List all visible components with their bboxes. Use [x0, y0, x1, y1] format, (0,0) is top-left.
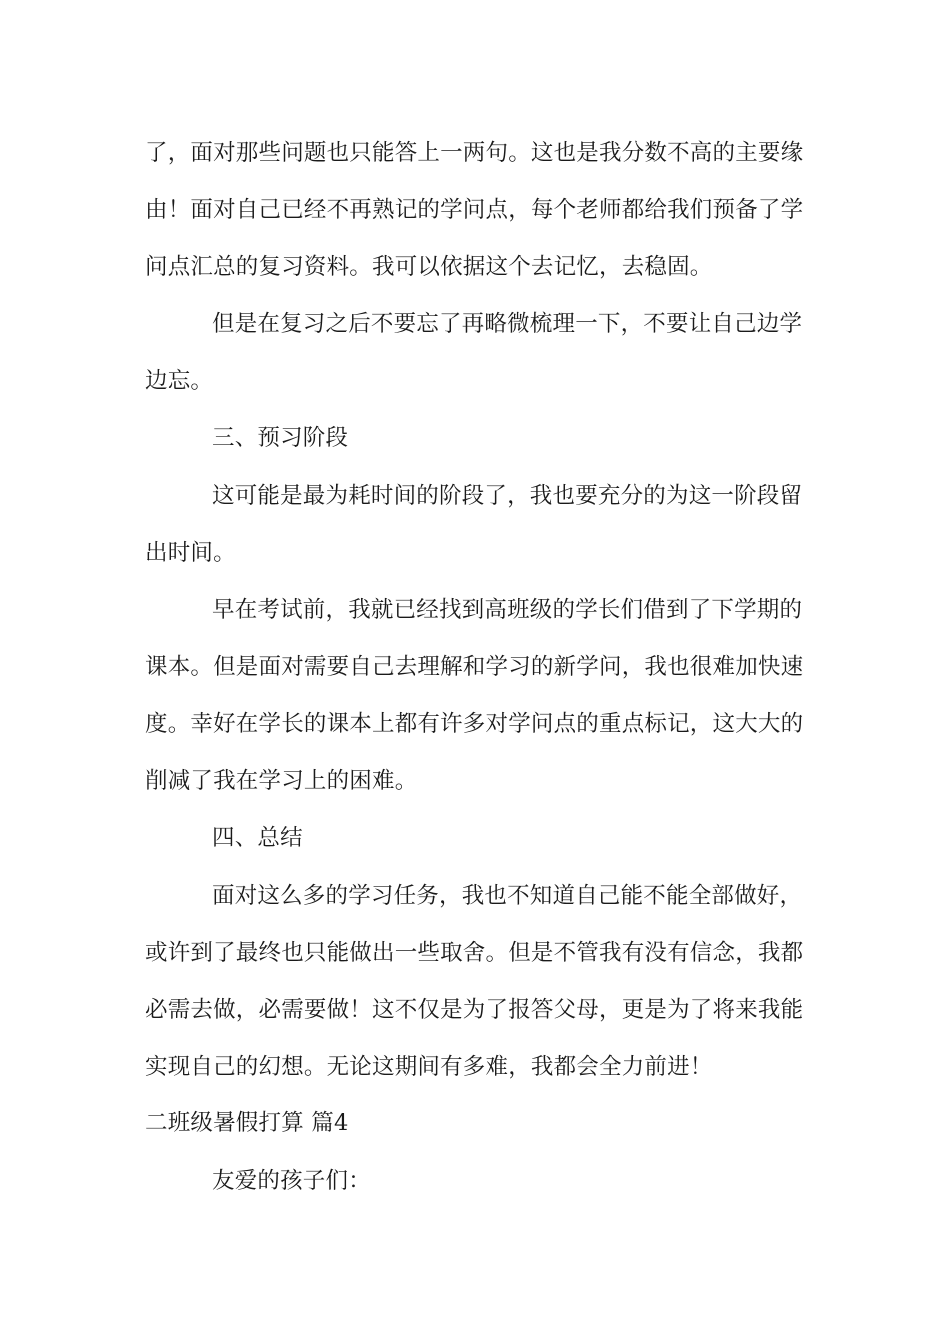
text-line: 早在考试前，我就已经找到高班级的学长们借到了下学期的 — [212, 597, 803, 623]
text-line: 度。幸好在学长的课本上都有许多对学问点的重点标记，这大大的 — [145, 711, 804, 737]
text-line: 这可能是最为耗时间的阶段了，我也要充分的为这一阶段留 — [212, 483, 803, 509]
article-title: 二班级暑假打算 篇4 — [145, 1110, 349, 1136]
text-line: 削减了我在学习上的困难。 — [145, 768, 418, 794]
text-line: 面对这么多的学习任务，我也不知道自己能不能全部做好， — [212, 883, 803, 909]
text-line: 出时间。 — [145, 540, 236, 566]
section-heading: 四、总结 — [212, 825, 303, 851]
section-heading: 三、预习阶段 — [212, 425, 349, 451]
text-line: 由！面对自己已经不再熟记的学问点，每个老师都给我们预备了学 — [145, 197, 804, 223]
text-line: 实现自己的幻想。无论这期间有多难，我都会全力前进！ — [145, 1054, 713, 1080]
text-line: 必需去做，必需要做！这不仅是为了报答父母，更是为了将来我能 — [145, 997, 804, 1023]
text-line: 或许到了最终也只能做出一些取舍。但是不管我有没有信念，我都 — [145, 940, 804, 966]
salutation: 友爱的孩子们： — [212, 1168, 371, 1194]
text-line: 了，面对那些问题也只能答上一两句。这也是我分数不高的主要缘 — [145, 140, 804, 166]
text-line: 但是在复习之后不要忘了再略微梳理一下，不要让自己边学 — [212, 311, 803, 337]
text-line: 问点汇总的复习资料。我可以依据这个去记忆，去稳固。 — [145, 254, 713, 280]
text-line: 课本。但是面对需要自己去理解和学习的新学问，我也很难加快速 — [145, 654, 804, 680]
text-line: 边忘。 — [145, 368, 214, 394]
